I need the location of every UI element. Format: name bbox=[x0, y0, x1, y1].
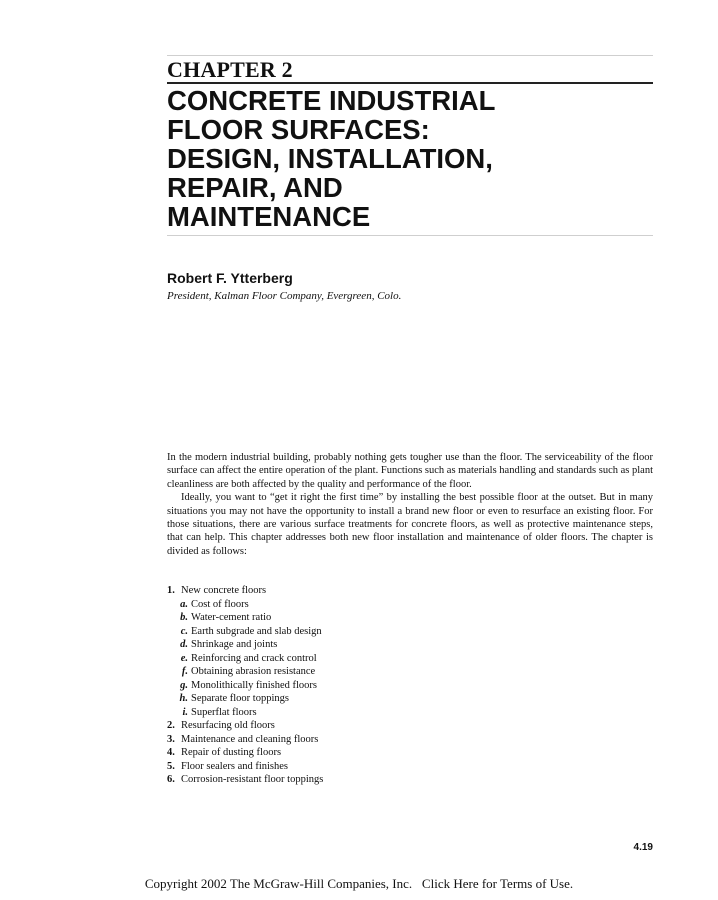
outline-item bbox=[167, 760, 653, 774]
outline-subitem bbox=[167, 665, 653, 679]
outline-subitem bbox=[167, 598, 653, 612]
outline-subitem bbox=[167, 625, 653, 639]
outline-letter: a. bbox=[180, 598, 188, 610]
outline-letter: c. bbox=[180, 625, 188, 637]
outline-item bbox=[167, 746, 653, 760]
outline-number: 3. bbox=[167, 733, 175, 745]
chapter-title-line: FLOOR SURFACES: bbox=[167, 114, 430, 145]
outline-sublabel: Reinforcing and crack control bbox=[191, 652, 317, 664]
chapter-title-line: DESIGN, INSTALLATION, bbox=[167, 143, 493, 174]
intro-paragraph: In the modern industrial building, probably nothing gets tougher use than the floor. The serviceability of the floor surface can affect the entire operation of the plant. Functions such as materials handling and standards such as plant cleanliness are both affected by the quality and performance of the floor. bbox=[167, 452, 653, 490]
terms-of-use-link[interactable]: Click Here for Terms of Use. bbox=[421, 876, 574, 891]
outline-label: Resurfacing old floors bbox=[181, 720, 275, 731]
outline-letter: i. bbox=[182, 706, 188, 718]
intro-paragraph: Ideally, you want to “get it right the first time” by installing the best possible floor at the outset. But in many situations you may not have the opportunity to install a brand new floor or even to resurface an existing floor. For those situations, there are various surface treatments for concrete floors, as well as protective maintenance steps, that can help. This chapter addresses both new floor installation and maintenance of older floors. The chapter is divided as follows: bbox=[167, 492, 653, 557]
outline-label: Maintenance and cleaning floors bbox=[181, 733, 319, 745]
chapter-label: CHAPTER 2 bbox=[167, 57, 293, 82]
outline-sublabel: Water-cement ratio bbox=[191, 612, 272, 623]
outline-subitem bbox=[167, 652, 653, 666]
outline-number: 5. bbox=[167, 760, 175, 772]
chapter-rule bbox=[167, 82, 653, 84]
chapter-title-line: REPAIR, AND bbox=[167, 172, 343, 203]
copyright-footer bbox=[0, 876, 718, 891]
outline-sublabel: Separate floor toppings bbox=[191, 693, 289, 704]
outline-sublabel: Shrinkage and joints bbox=[191, 639, 278, 650]
outline-item bbox=[167, 584, 653, 598]
copyright-text: Copyright 2002 The McGraw-Hill Companies, Inc. bbox=[144, 876, 413, 891]
outline-subitem bbox=[167, 679, 653, 693]
outline-sublabel: Cost of floors bbox=[191, 598, 249, 610]
outline-sublabel: Earth subgrade and slab design bbox=[191, 625, 322, 637]
outline-letter: f. bbox=[181, 666, 188, 677]
outline-letter: h. bbox=[179, 693, 188, 704]
title-bottom-rule bbox=[167, 235, 653, 236]
outline-subitem bbox=[167, 611, 653, 625]
outline-sublabel: Monolithically finished floors bbox=[191, 679, 317, 691]
outline-item bbox=[167, 719, 653, 733]
author-affiliation: President, Kalman Floor Company, Evergreen, Colo. bbox=[167, 290, 402, 302]
outline-letter: b. bbox=[180, 612, 188, 623]
outline-sublabel: Superflat floors bbox=[191, 706, 257, 718]
author-name: Robert F. Ytterberg bbox=[167, 270, 293, 286]
outline-letter: d. bbox=[180, 639, 188, 650]
outline-letter: g. bbox=[180, 679, 188, 691]
top-rule bbox=[167, 55, 653, 56]
outline-letter: e. bbox=[180, 652, 188, 664]
outline-number: 2. bbox=[167, 720, 175, 731]
chapter-outline bbox=[167, 584, 653, 787]
outline-subitem bbox=[167, 638, 653, 652]
outline-subitem bbox=[167, 706, 653, 720]
outline-subitem bbox=[167, 692, 653, 706]
outline-label: Repair of dusting floors bbox=[181, 747, 282, 758]
outline-number: 6. bbox=[167, 774, 175, 785]
outline-label: Floor sealers and finishes bbox=[181, 760, 289, 772]
outline-label: Corrosion-resistant floor toppings bbox=[181, 774, 324, 785]
chapter-title-line: MAINTENANCE bbox=[167, 201, 371, 232]
chapter-title bbox=[167, 86, 653, 231]
outline-item bbox=[167, 733, 653, 747]
outline-number: 4. bbox=[167, 747, 175, 758]
outline-label: New concrete floors bbox=[181, 585, 267, 596]
intro-text bbox=[167, 451, 653, 558]
page-number: 4.19 bbox=[633, 842, 653, 853]
outline-item bbox=[167, 773, 653, 787]
chapter-title-line: CONCRETE INDUSTRIAL bbox=[167, 85, 496, 116]
outline-number: 1. bbox=[167, 585, 175, 596]
outline-sublabel: Obtaining abrasion resistance bbox=[191, 666, 316, 677]
